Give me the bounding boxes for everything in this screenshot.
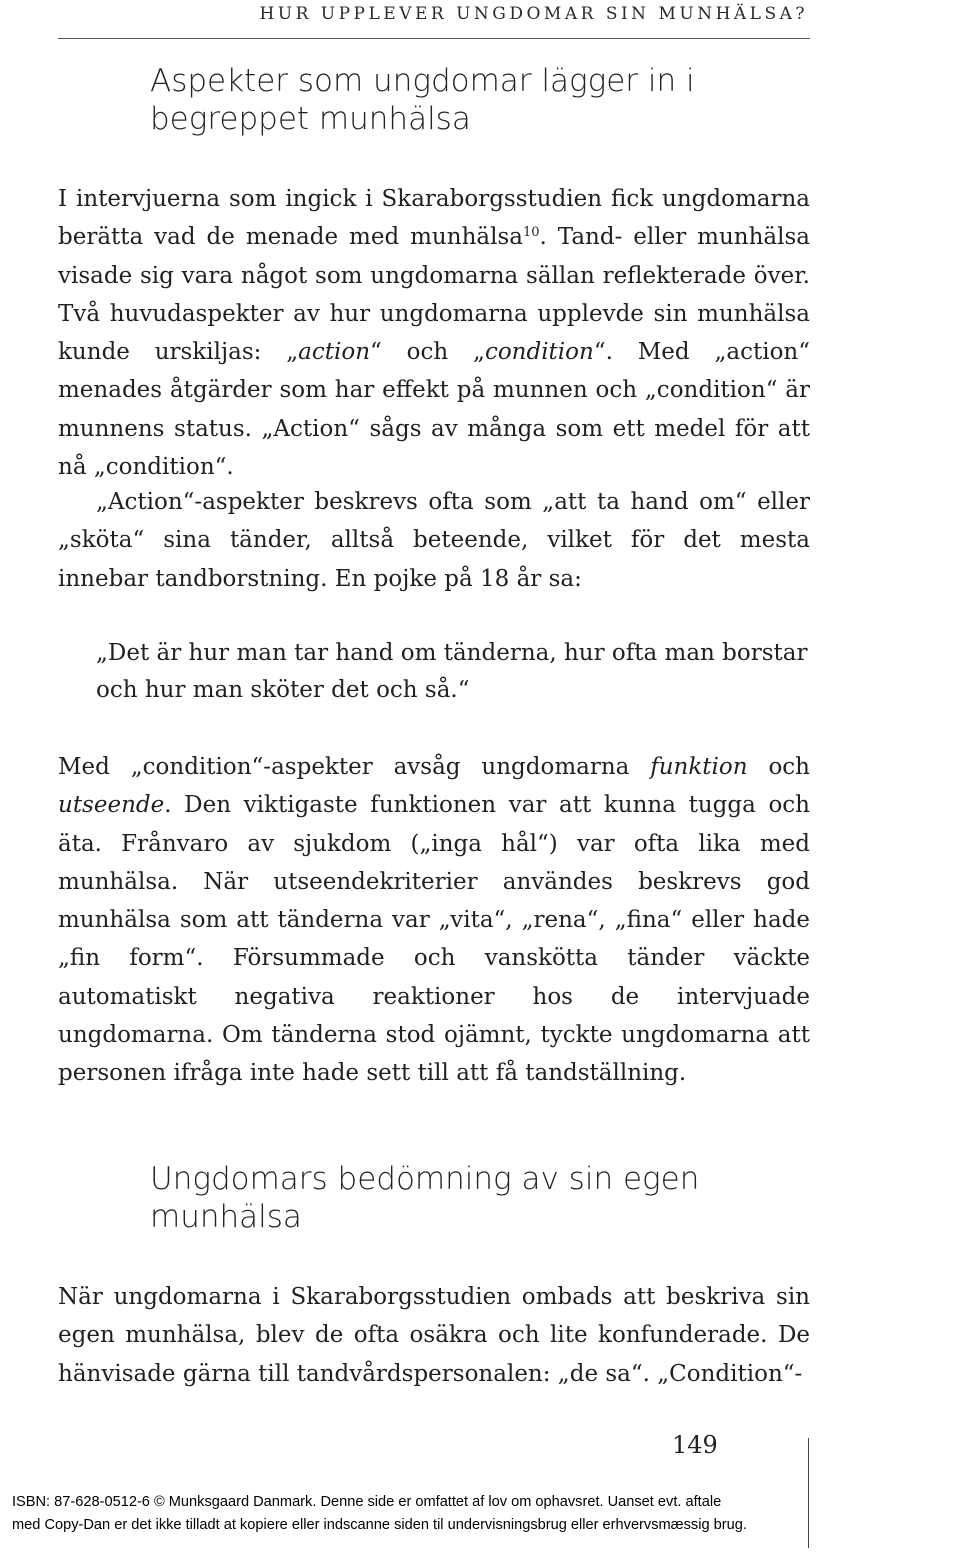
copyright-notice-line-2: med Copy-Dan er det ikke tilladt at kopiere eller indscanne siden til undervisningsbrug eller erhvervsmæssig brug. <box>12 1517 747 1533</box>
page-number: 149 <box>672 1431 718 1459</box>
running-head: HUR UPPLEVER UNGDOMAR SIN MUNHÄLSA? <box>259 4 808 24</box>
block-quote: „Det är hur man tar hand om tänderna, hur ofta man borstar och hur man sköter det och så.“ <box>96 640 808 703</box>
emphasis-condition: condition <box>484 339 594 366</box>
paragraph-intro <box>58 180 810 486</box>
paragraph-text: Med „condition“-aspekter avsåg ungdomarna <box>58 754 651 780</box>
paragraph-text: “. Med „action“ menades åtgärder som har effekt på munnen och „condition“ är munnens status. „Action“ sågs av många som ett medel för att nå „condition“. <box>58 339 810 481</box>
paragraph-text: och <box>747 754 810 780</box>
paragraph-text: . Tand- eller munhälsa visade sig vara något som ungdomarna sällan reflekterade över. Två huvudaspekter av hur ungdomarna upplevde sin munhälsa kunde urskiljas: „ <box>58 224 810 366</box>
paragraph-text: “ och „ <box>370 339 485 366</box>
paragraph-action-aspekter: „Action“-aspekter beskrevs ofta som „att ta hand om“ eller „sköta“ sina tänder, alltså beteende, vilket för det mesta innebar tandborstning. En pojke på 18 år sa: <box>58 489 810 592</box>
section-heading-aspekter: Aspekter som ungdomar lägger in i begreppet munhälsa <box>150 63 695 137</box>
copyright-notice-line-1: ISBN: 87-628-0512-6 © Munksgaard Danmark. Denne side er omfattet af lov om ophavsret. Uanset evt. aftale <box>12 1494 722 1510</box>
paragraph-bedomning: När ungdomarna i Skaraborgsstudien ombads att beskriva sin egen munhälsa, blev de ofta osäkra och lite konfunderade. De hänvisade gärna till tandvårdspersonalen: „de sa“. „Condition“- <box>58 1284 810 1387</box>
emphasis-action: action <box>298 339 371 366</box>
paragraph-text: I intervjuerna som ingick i Skaraborgsstudien fick ungdomarna berätta vad de menade med munhälsa <box>58 186 810 251</box>
paragraph-condition-aspekter <box>58 748 810 1093</box>
emphasis-utseende: utseende <box>58 792 165 819</box>
header-rule <box>58 38 810 39</box>
emphasis-funktion: funktion <box>650 754 748 780</box>
section-heading-bedomning: Ungdomars bedömning av sin egen munhälsa <box>150 1161 700 1235</box>
paragraph-text: . Den viktigaste funktionen var att kunna tugga och äta. Frånvaro av sjukdom („inga hål“) var ofta lika med munhälsa. När utseendekriterier användes beskrevs god munhälsa som att tänderna var „vita“, „rena“, „fina“ eller hade „fin form“. Försummade och vansköttа tänder väckte automatiskt negativa reaktioner hos de intervjuade ungdomarna. Om tänderna stod ojämnt, tyckte ungdomarna att personen ifråga inte hade sett till att få tandställning. <box>58 792 810 1087</box>
footnote-ref[interactable]: 10 <box>522 225 540 241</box>
